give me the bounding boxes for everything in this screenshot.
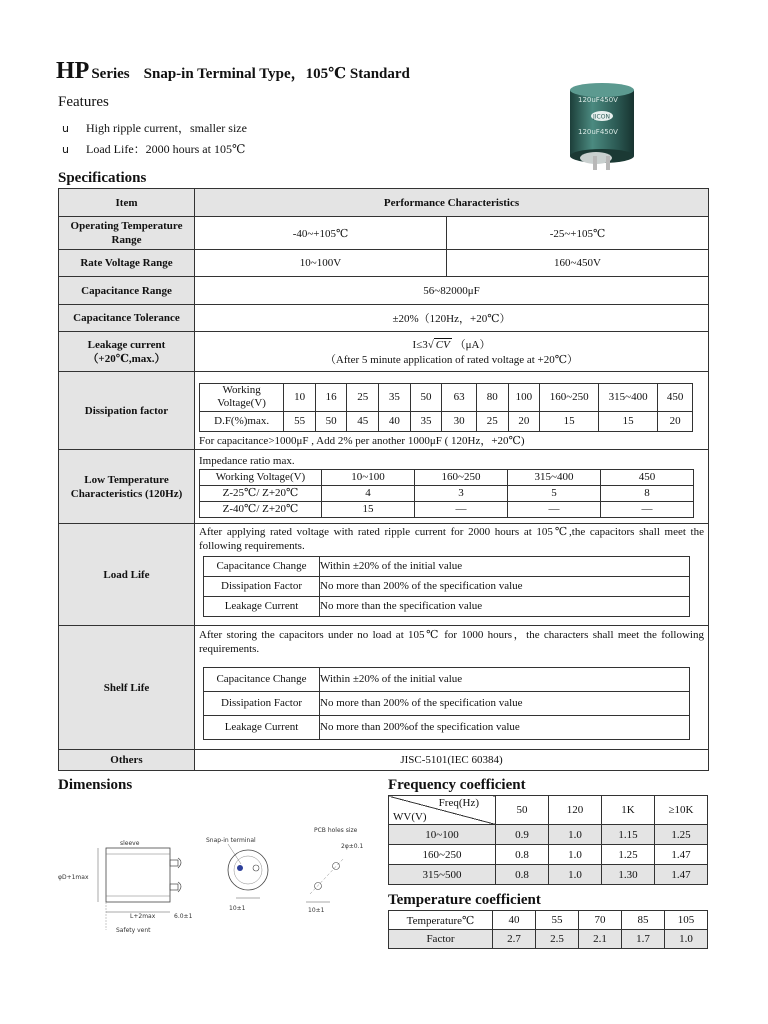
dimensions-drawing <box>58 818 378 938</box>
leakage-label-line1: Leakage current <box>87 338 166 351</box>
freq-value: 0.8 <box>496 865 549 885</box>
shelf-life-key: Leakage Current <box>204 716 320 740</box>
row-label-rated-voltage: Rate Voltage Range <box>59 250 195 277</box>
freq-header: 120 <box>549 796 602 825</box>
low-temp-label-line2: Characteristics (120Hz) <box>70 487 183 500</box>
column-header-item: Item <box>59 189 195 217</box>
freq-value: 1.25 <box>602 845 655 865</box>
series-code: HP <box>56 58 90 84</box>
temp-label: Temperature℃ <box>389 911 493 930</box>
df-value: 35 <box>410 411 442 431</box>
dim-label-sleeve: sleeve <box>120 840 140 847</box>
factor-value: 2.1 <box>579 930 622 949</box>
temp-value: 105 <box>665 911 708 930</box>
factor-value: 1.7 <box>622 930 665 949</box>
leakage-formula-unit: （μA） <box>454 338 491 351</box>
capacitor-brand: JICON <box>593 113 610 121</box>
dim-label-pitch-front: 10±1 <box>229 905 246 912</box>
shelf-life-value: No more than 200%of the specification value <box>320 716 690 740</box>
df-voltage: 80 <box>476 383 508 411</box>
feature-text: Load Life：2000 hours at 105℃ <box>86 142 246 156</box>
shelf-life-key: Capacitance Change <box>204 668 320 692</box>
terminal-marker <box>237 865 243 871</box>
lt-voltage: 315~400 <box>508 469 601 485</box>
df-value: 15 <box>599 411 658 431</box>
temp-value: 40 <box>493 911 536 930</box>
dim-label-pcb: PCB holes size <box>314 827 358 834</box>
df-voltage: 160~250 <box>540 383 599 411</box>
dim-label-hole: 2φ±0.1 <box>341 843 364 850</box>
df-value: 30 <box>442 411 477 431</box>
freq-corner-cell <box>389 796 496 825</box>
factor-label: Factor <box>389 930 493 949</box>
temp-value: 85 <box>622 911 665 930</box>
lt-value: — <box>415 501 508 517</box>
shelf-life-value: Within ±20% of the initial value <box>320 668 690 692</box>
frequency-coefficient-heading: Frequency coefficient <box>388 777 526 793</box>
freq-wv-label: 10~100 <box>389 825 496 845</box>
df-voltage: 16 <box>315 383 347 411</box>
shelf-life-value: No more than 200% of the specification value <box>320 692 690 716</box>
lt-value: — <box>508 501 601 517</box>
capacitor-sleeve-text: 120uF450V <box>578 96 618 104</box>
freq-wv-label: 315~500 <box>389 865 496 885</box>
freq-value: 1.30 <box>602 865 655 885</box>
op-temp-high-voltage: -25~+105℃ <box>447 217 709 250</box>
freq-header: ≥10K <box>655 796 708 825</box>
low-temp-label-line1: Low Temperature <box>84 473 169 486</box>
df-value-label: D.F(%)max. <box>200 411 284 431</box>
specifications-table <box>58 188 709 771</box>
rated-voltage-low: 10~100V <box>195 250 447 277</box>
lt-voltage: 10~100 <box>322 469 415 485</box>
load-life-key: Dissipation Factor <box>204 577 320 597</box>
features-heading: Features <box>58 94 109 110</box>
page-title <box>56 58 410 85</box>
temp-value: 55 <box>536 911 579 930</box>
load-life-cell <box>195 524 709 626</box>
df-wv-label-line2: Voltage(V) <box>217 397 266 409</box>
lt-voltage: 160~250 <box>415 469 508 485</box>
rated-voltage-high: 160~450V <box>447 250 709 277</box>
capacitance-range-value: 56~82000μF <box>195 277 709 305</box>
others-value: JISC-5101(IEC 60384) <box>195 750 709 771</box>
lt-row-label: Z-40℃/ Z+20℃ <box>200 501 322 517</box>
freq-header: 1K <box>602 796 655 825</box>
df-voltage: 50 <box>410 383 442 411</box>
lt-value: 3 <box>415 485 508 501</box>
lt-wv-label: Working Voltage(V) <box>200 469 322 485</box>
df-value: 15 <box>540 411 599 431</box>
lt-value: — <box>601 501 694 517</box>
leakage-label-line2: （+20℃,max.） <box>87 352 166 365</box>
dissipation-factor-table <box>199 383 693 432</box>
lt-value: 5 <box>508 485 601 501</box>
row-label-operating-temperature: Operating Temperature Range <box>59 217 195 250</box>
df-voltage: 10 <box>284 383 316 411</box>
lt-value: 15 <box>322 501 415 517</box>
leakage-formula-root: CV <box>435 338 450 351</box>
df-wv-label <box>200 383 284 411</box>
series-word: Series <box>91 66 130 82</box>
feature-text: High ripple current，smaller size <box>86 121 247 135</box>
df-voltage: 63 <box>442 383 477 411</box>
dim-label-safety-vent: Safety vent <box>116 927 151 934</box>
shelf-life-table <box>203 667 690 740</box>
df-wv-label-line1: Working <box>222 384 261 396</box>
low-temp-intro: Impedance ratio max. <box>199 454 295 467</box>
capacitor-body-outline <box>106 848 170 902</box>
df-voltage: 100 <box>508 383 540 411</box>
df-voltage: 25 <box>347 383 379 411</box>
dissipation-factor-cell <box>195 372 709 450</box>
row-label-capacitance-range: Capacitance Range <box>59 277 195 305</box>
freq-value: 1.0 <box>549 845 602 865</box>
dimensions-heading: Dimensions <box>58 777 133 793</box>
sqrt-symbol: √ CV <box>427 338 450 351</box>
df-value: 20 <box>508 411 540 431</box>
freq-value: 1.0 <box>549 825 602 845</box>
freq-wv-label: 160~250 <box>389 845 496 865</box>
freq-corner-bottom: WV(V) <box>393 811 427 823</box>
bullet-icon: u <box>62 122 69 135</box>
shelf-life-cell <box>195 626 709 750</box>
capacitor-sleeve-text-2: 120uF450V <box>578 128 618 136</box>
load-life-intro: After applying rated voltage with rated ripple current for 2000 hours at 105℃,the capacitors shall meet the following requirements. <box>199 526 704 552</box>
factor-value: 2.7 <box>493 930 536 949</box>
lt-value: 8 <box>601 485 694 501</box>
load-life-table <box>203 556 690 617</box>
freq-value: 1.47 <box>655 865 708 885</box>
row-label-load-life: Load Life <box>59 524 195 626</box>
freq-value: 0.8 <box>496 845 549 865</box>
dim-label-diameter: φD+1max <box>58 874 89 881</box>
load-life-value: No more than 200% of the specification value <box>320 577 690 597</box>
temperature-coefficient-heading: Temperature coefficient <box>388 892 541 908</box>
feature-item <box>62 119 247 136</box>
lt-voltage: 450 <box>601 469 694 485</box>
load-life-value: No more than the specification value <box>320 597 690 617</box>
df-value: 20 <box>658 411 693 431</box>
low-temperature-table <box>199 469 694 518</box>
leakage-note: （After 5 minute application of rated voltage at +20℃） <box>324 353 579 366</box>
df-value: 55 <box>284 411 316 431</box>
df-voltage: 35 <box>379 383 411 411</box>
freq-corner-top: Freq(Hz) <box>438 797 479 809</box>
row-label-leakage-current <box>59 332 195 372</box>
factor-value: 1.0 <box>665 930 708 949</box>
df-value: 45 <box>347 411 379 431</box>
load-life-key: Capacitance Change <box>204 557 320 577</box>
specifications-heading: Specifications <box>58 170 147 186</box>
leakage-current-value <box>195 332 709 372</box>
freq-value: 0.9 <box>496 825 549 845</box>
dim-label-pitch-pcb: 10±1 <box>308 907 325 914</box>
column-header-performance: Performance Characteristics <box>195 189 709 217</box>
low-temperature-cell <box>195 450 709 524</box>
lt-row-label: Z-25℃/ Z+20℃ <box>200 485 322 501</box>
leakage-formula-prefix: I≤3 <box>412 338 428 351</box>
row-label-dissipation-factor: Dissipation factor <box>59 372 195 450</box>
dissipation-note: For capacitance>1000μF , Add 2% per another 1000μF ( 120Hz，+20℃) <box>199 434 525 447</box>
op-temp-low-voltage: -40~+105℃ <box>195 217 447 250</box>
frequency-coefficient-table <box>388 795 708 885</box>
load-life-key: Leakage Current <box>204 597 320 617</box>
bullet-icon: u <box>62 143 69 156</box>
shelf-life-key: Dissipation Factor <box>204 692 320 716</box>
load-life-value: Within ±20% of the initial value <box>320 557 690 577</box>
freq-value: 1.25 <box>655 825 708 845</box>
temperature-coefficient-table <box>388 910 708 949</box>
df-value: 40 <box>379 411 411 431</box>
capacitor-product-image <box>566 80 638 172</box>
dim-label-snap-in: Snap-in terminal <box>206 837 256 844</box>
df-value: 25 <box>476 411 508 431</box>
feature-item <box>62 140 245 157</box>
freq-header: 50 <box>496 796 549 825</box>
freq-value: 1.47 <box>655 845 708 865</box>
temp-value: 70 <box>579 911 622 930</box>
series-subtitle: Snap-in Terminal Type，105℃ Standard <box>143 66 410 82</box>
freq-value: 1.0 <box>549 865 602 885</box>
dim-label-lead-gap: 6.0±1 <box>174 913 193 920</box>
dim-label-length: L+2max <box>130 913 156 920</box>
capacitance-tolerance-value: ±20%（120Hz，+20℃） <box>195 305 709 332</box>
row-label-others: Others <box>59 750 195 771</box>
factor-value: 2.5 <box>536 930 579 949</box>
df-voltage: 450 <box>658 383 693 411</box>
df-voltage: 315~400 <box>599 383 658 411</box>
row-label-low-temperature <box>59 450 195 524</box>
freq-value: 1.15 <box>602 825 655 845</box>
shelf-life-intro: After storing the capacitors under no load at 105℃ for 1000 hours，the characters shall meet the following requirements. <box>199 629 704 655</box>
lt-value: 4 <box>322 485 415 501</box>
row-label-capacitance-tolerance: Capacitance Tolerance <box>59 305 195 332</box>
row-label-shelf-life: Shelf Life <box>59 626 195 750</box>
df-value: 50 <box>315 411 347 431</box>
